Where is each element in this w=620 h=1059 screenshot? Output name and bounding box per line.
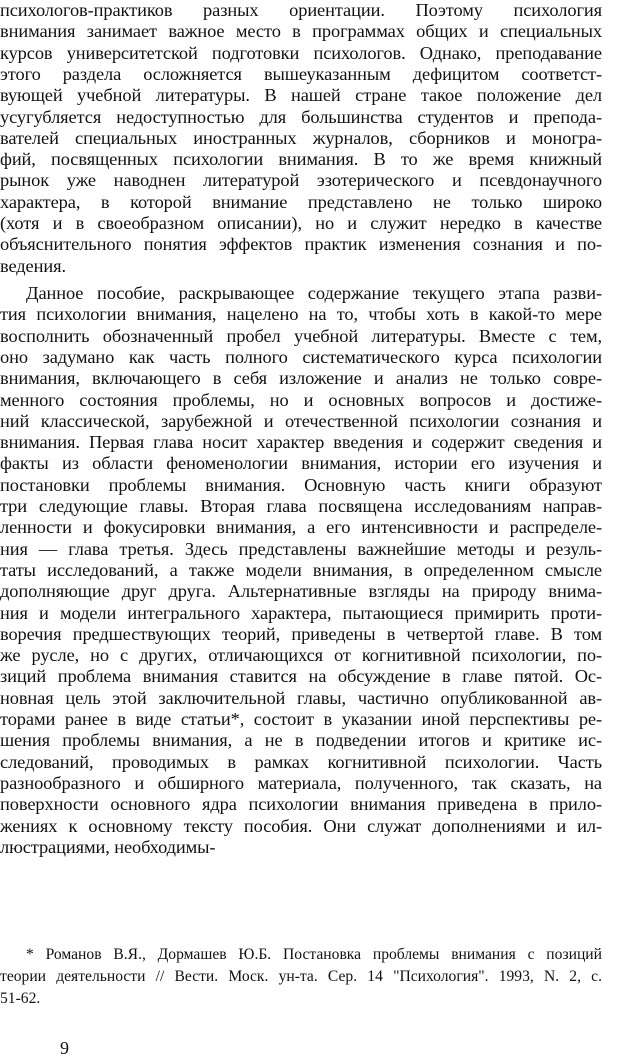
text-line: психологов-практиков разных ориентации. Поэтому психология	[0, 0, 602, 20]
text-line: менного состояния проблемы, но и основных вопросов и достиже-	[0, 389, 602, 410]
text-line: ний классической, зарубежной и отечественной психологии сознания и	[0, 410, 602, 431]
text-line: ленности и фокусировки внимания, а его интенсивности и распределе-	[0, 517, 602, 538]
footnote-line: 51-62.	[0, 990, 41, 1007]
text-line: поверхности основного ядра психологии внимания приведена в прило-	[0, 794, 602, 815]
text-line: тия психологии внимания, нацелено на то, чтобы хоть в какой-то мере	[0, 304, 602, 325]
text-line: фий, посвященных психологии внимания. В то же время книжный	[0, 149, 602, 170]
text-line: таты исследований, а также модели внимания, в определенном смысле	[0, 559, 602, 580]
text-line: усугубляется недоступностью для большинства студентов и препода-	[0, 106, 602, 127]
text-line: торами ранее в виде статьи*, состоит в указании иной перспективы ре-	[0, 709, 602, 729]
text-line: этого раздела осложняется вышеуказанным дефицитом соответст-	[0, 63, 602, 84]
text-line: внимания занимает важное место в программах общих и специальных	[0, 21, 602, 42]
text-line: ния и модели интегрального характера, пытающиеся примирить проти-	[0, 602, 602, 623]
text-line: жениях к основному тексту пособия. Они служат дополнениями и ил-	[0, 815, 602, 836]
text-line: характера, в которой внимание представлено не только широко	[0, 191, 602, 212]
text-line: объяснительного понятия эффектов практик изменения сознания и по-	[0, 234, 602, 255]
text-line: факты из области феноменологии внимания, истории его изучения и	[0, 453, 602, 474]
text-line: дополняющие друг друга. Альтернативные взгляды на природу внима-	[0, 581, 602, 602]
text-line: вателей специальных иностранных журналов, сборников и моногра-	[0, 127, 602, 148]
text-line: оно задумано как часть полного систематического курса психологии	[0, 346, 602, 367]
text-line: следований, проводимых в рамках когнитивной психологии. Часть	[0, 751, 602, 772]
footnote-line: * Романов В.Я., Дормашев Ю.Б. Постановка проблемы внимания с позиций	[26, 946, 602, 963]
text-line: люстрациями, необходимы-	[0, 836, 216, 857]
text-line: рынок уже наводнен литературой эзотерического и псевдонаучного	[0, 170, 602, 191]
text-line: шения проблемы внимания, а не в подведении итогов и критике ис-	[0, 730, 602, 751]
text-line: курсов университетской подготовки психологов. Однако, преподавание	[0, 42, 602, 63]
text-line: зиций проблема внимания ставится на обсуждение в главе пятой. Ос-	[0, 666, 602, 687]
page-number: 9	[60, 1038, 69, 1058]
text-line: три следующие главы. Вторая глава посвящена исследованиям направ-	[0, 496, 602, 516]
text-line: ния — глава третья. Здесь представлены важнейшие методы и резуль-	[0, 538, 602, 559]
text-line: разнообразного и обширного материала, полученного, так сказать, на	[0, 772, 602, 793]
text-line: постановки проблемы внимания. Основную часть книги образуют	[0, 474, 602, 495]
text-line: воречия предшествующих теорий, приведены в четвертой главе. В том	[0, 623, 602, 644]
text-line: внимания. Первая глава носит характер введения и содержит сведения и	[0, 432, 602, 453]
text-line: восполнить обозначенный пробел учебной литературы. Вместе с тем,	[0, 325, 602, 346]
text-line: (хотя и в своеобразном описании), но и служит нередко в качестве	[0, 213, 602, 233]
footnote-line: теории деятельности // Вести. Моск. ун-та. Сер. 14 "Психология". 1993, N. 2, с.	[0, 968, 602, 985]
text-line: новная цель этой заключительной главы, частично опубликованной ав-	[0, 687, 602, 708]
text-line: внимания, включающего в себя изложение и анализ не только совре-	[0, 368, 602, 389]
text-line: же русле, но с других, отличающихся от когнитивной психологии, по-	[0, 645, 602, 666]
paragraph-first-line: Данное пособие, раскрывающее содержание текущего этапа разви-	[26, 283, 602, 303]
text-line: вующей учебной литературы. В нашей стране такое положение дел	[0, 85, 602, 106]
text-line: ведения.	[0, 255, 66, 276]
